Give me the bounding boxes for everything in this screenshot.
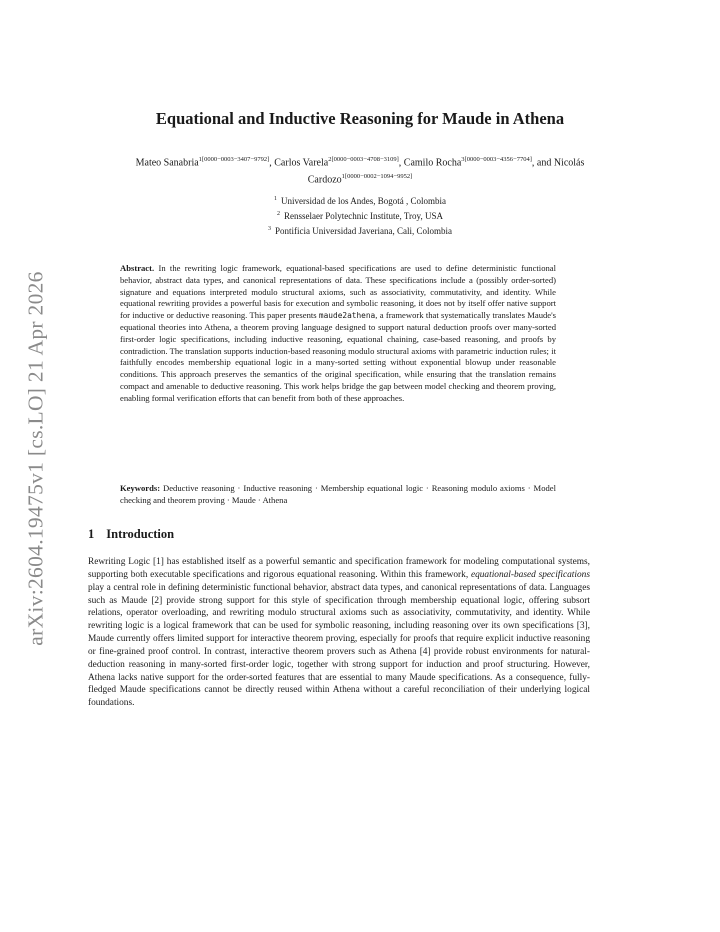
affiliation-number: 3 xyxy=(268,226,272,232)
affiliation-text: Universidad de los Andes, Bogotá , Colombia xyxy=(281,196,446,206)
affiliation-number: 2 xyxy=(277,211,281,217)
arxiv-identifier: arXiv:2604.19475v1 [cs.LO] 21 Apr 2026 xyxy=(23,270,48,646)
author-list xyxy=(120,153,600,188)
author-name: , Camilo Rocha xyxy=(398,157,462,169)
section-number: 1 xyxy=(88,527,95,541)
author-orcid: 1[0000−0002−1094−9952] xyxy=(341,173,413,181)
abstract-text: In the rewriting logic framework, equational-based specifications are used to define deterministic functional behavior, abstract data types, and canonical representations of data. These specifications include a (possibly order-sorted) signature and equations interpreted modulo structural axioms, such as associativity, commutativity, and identity. While equational rewriting provides a powerful basis for execution and symbolic reasoning, it does not by itself offer native support for inductive or deductive reasoning. This paper presents xyxy=(120,263,556,321)
keywords-text: Deductive reasoning · Inductive reasoning · Membership equational logic · Reasoning modulo axioms · Model checking and theorem proving · Maude · Athena xyxy=(120,483,556,505)
author-name: , Carlos Varela xyxy=(269,157,329,169)
author-name: Mateo Sanabria xyxy=(135,157,199,169)
affiliation-text: Pontificia Universidad Javeriana, Cali, Colombia xyxy=(275,226,452,236)
section-title: Introduction xyxy=(106,527,175,541)
affiliation-text: Rensselaer Polytechnic Institute, Troy, USA xyxy=(284,211,443,221)
intro-text: Rewriting Logic [1] has established itself as a powerful semantic and specification framework for modeling computational systems, supporting both executable specifications and rigorous equational reasoning. Within this framework, xyxy=(88,557,590,580)
author-orcid: 3[0000−0003−4356−7704] xyxy=(461,156,532,163)
author-name: , and Nicolás Cardozo xyxy=(307,157,585,186)
affiliation-list xyxy=(120,193,600,238)
keywords xyxy=(120,483,556,507)
abstract-text-continued: , a framework that systematically translates Maude's equational theories into Athena, a theorem proving language designed to support natural deduction proofs over many-sorted first-order logic specifications, including inductive reasoning, equational chaining, case-based reasoning, and proofs by contradiction. The translation supports induction-based reasoning modulo structural axioms with parametric induction rules; it faithfully encodes membership equational logic in a many-sorted setting without exponential blowup under reasonable conditions. This approach preserves the semantics of the original specification, while ensuring that the translation remains compact and amenable to deductive reasoning. This work helps bridge the gap between model checking and theorem proving, enabling formal verification efforts that can benefit from both of these approaches. xyxy=(120,310,556,403)
abstract-label: Abstract. xyxy=(120,263,155,273)
affiliation xyxy=(120,208,600,223)
affiliation xyxy=(120,193,600,208)
arxiv-side-stamp xyxy=(14,262,58,654)
abstract xyxy=(120,263,556,405)
affiliation xyxy=(120,223,600,238)
author-orcid: 1[0000−0003−3407−9792] xyxy=(198,156,270,163)
paper-title: Equational and Inductive Reasoning for Maude in Athena xyxy=(155,109,565,128)
keywords-label: Keywords: xyxy=(120,483,161,493)
introduction-paragraph xyxy=(88,556,590,710)
author-orcid: 2[0000−0003−4708−3109] xyxy=(328,156,399,163)
affiliation-number: 1 xyxy=(274,196,277,202)
intro-text-continued: play a central role in defining deterministic functional behavior, abstract data types, and canonical representations of data. Languages such as Maude [2] provide strong support for this style of specification through membership equational logic, offering subsort relations, operator overloading, and rewriting modulo structural axioms such as associativity, commutativity, and identity. While rewriting logic is a logical framework that can be used for symbolic reasoning, including reasoning over its own specifications [3], Maude currently offers limited support for interactive theorem proving, especially for proofs that require explicit inductive reasoning or fine-grained proof control. In contrast, interactive theorem provers such as Athena [4] provide robust environments for natural-deduction reasoning in many-sorted first-order logic, together with strong support for induction and proof structuring. However, Athena lacks native support for the order-sorted features that are essential to many Maude specifications. As a consequence, fully-fledged Maude specifications cannot be directly reused within Athena without a careful reconciliation of their underlying logical foundations. xyxy=(88,582,590,709)
tool-name: maude2athena xyxy=(318,311,376,321)
intro-emphasis: equational-based specifications xyxy=(470,569,590,580)
section-heading-introduction xyxy=(88,527,174,542)
